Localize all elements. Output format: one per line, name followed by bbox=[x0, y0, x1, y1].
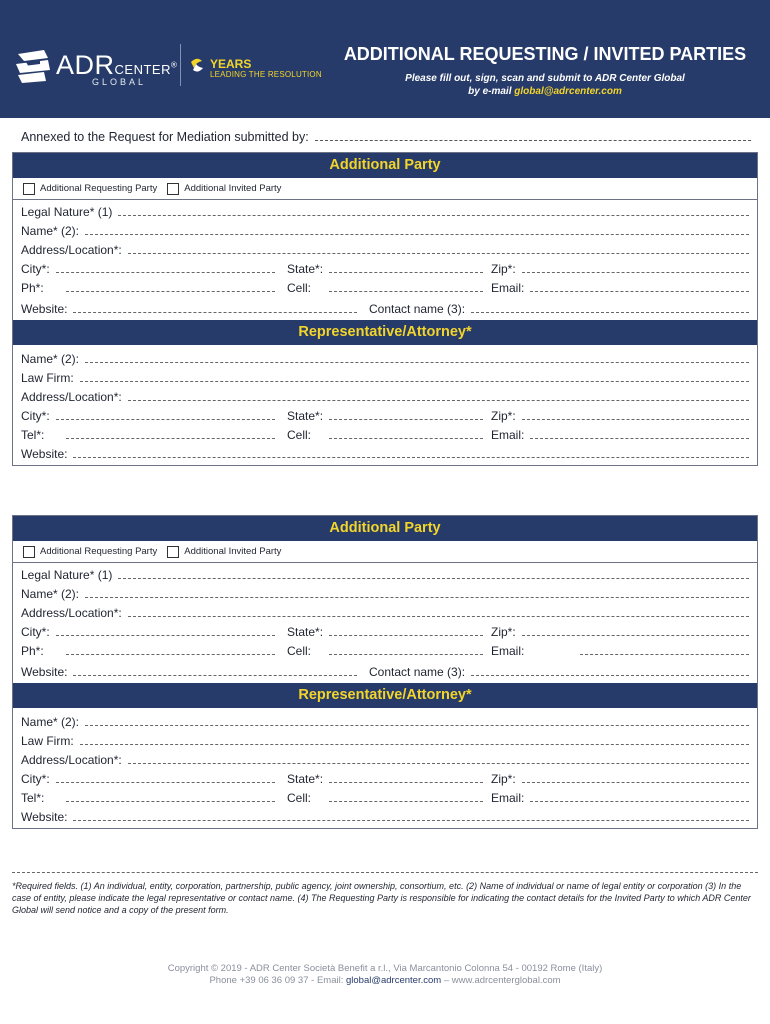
city-input[interactable] bbox=[56, 265, 275, 273]
field-label: Website: bbox=[21, 665, 68, 679]
page-header bbox=[0, 0, 770, 118]
field-label: State*: bbox=[287, 409, 324, 423]
field-label: Zip*: bbox=[491, 772, 516, 786]
field-label: Name* (2): bbox=[21, 352, 80, 366]
logo-divider bbox=[180, 44, 181, 86]
field-label: Cell: bbox=[287, 281, 312, 295]
representative-fields bbox=[13, 345, 757, 465]
representative-title: Representative/Attorney* bbox=[13, 320, 757, 345]
field-label: Legal Nature* (1) bbox=[21, 568, 113, 582]
field-label: Law Firm: bbox=[21, 371, 74, 385]
rep-law-firm-input[interactable] bbox=[80, 737, 749, 745]
field-label: Zip*: bbox=[491, 625, 516, 639]
state-input[interactable] bbox=[329, 628, 483, 636]
rep-city-input[interactable] bbox=[56, 412, 275, 420]
years-tagline: LEADING THE RESOLUTION bbox=[210, 70, 322, 79]
rep-address-input[interactable] bbox=[128, 393, 749, 401]
address-row bbox=[21, 238, 749, 257]
checkbox-icon[interactable] bbox=[167, 546, 179, 558]
field-label: Email: bbox=[491, 281, 525, 295]
rep-tel-input[interactable] bbox=[66, 431, 275, 439]
rep-cell-input[interactable] bbox=[329, 794, 483, 802]
rep-state-input[interactable] bbox=[329, 412, 483, 420]
legal-nature-row bbox=[21, 200, 749, 219]
copyright-line-1: Copyright © 2019 - ADR Center Società Benefit a r.l., Via Marcantonio Colonna 54 - 00192 Rome (Italy) bbox=[167, 963, 603, 974]
field-label: Cell: bbox=[287, 791, 312, 805]
contact-name-input[interactable] bbox=[471, 305, 749, 313]
copyright-email-link[interactable]: global@adrcenter.com bbox=[345, 975, 442, 986]
rep-name-row bbox=[21, 347, 749, 366]
rep-address-row bbox=[21, 748, 749, 767]
rep-cell-input[interactable] bbox=[329, 431, 483, 439]
field-label: Address/Location*: bbox=[21, 606, 122, 620]
address-input[interactable] bbox=[128, 609, 749, 617]
page-subtitle bbox=[320, 72, 770, 98]
email-input[interactable] bbox=[530, 284, 749, 292]
city-state-zip-row bbox=[21, 257, 749, 276]
rep-email-input[interactable] bbox=[530, 431, 749, 439]
phone-cell-email-row bbox=[21, 276, 749, 295]
rep-law-firm-row bbox=[21, 366, 749, 385]
rep-zip-input[interactable] bbox=[522, 775, 749, 783]
annex-label: Annexed to the Request for Mediation submitted by: bbox=[21, 130, 309, 144]
field-label: Email: bbox=[491, 644, 525, 658]
field-label: Cell: bbox=[287, 428, 312, 442]
subtitle-line-1: Please fill out, sign, scan and submit to ADR Center Global bbox=[405, 73, 685, 84]
website-contact-row bbox=[21, 295, 749, 316]
field-label: Address/Location*: bbox=[21, 243, 122, 257]
logo-center: CENTER bbox=[114, 62, 171, 77]
rep-tel-cell-email-row bbox=[21, 786, 749, 805]
zip-input[interactable] bbox=[522, 628, 749, 636]
checkbox-icon[interactable] bbox=[167, 183, 179, 195]
annex-input[interactable] bbox=[315, 131, 751, 141]
rep-state-input[interactable] bbox=[329, 775, 483, 783]
logo-adr: ADR bbox=[56, 50, 115, 80]
zip-input[interactable] bbox=[522, 265, 749, 273]
rep-city-state-zip-row bbox=[21, 404, 749, 423]
logo-global: GLOBAL bbox=[92, 77, 147, 87]
copyright-phone: Phone +39 06 36 09 37 - Email: bbox=[209, 975, 346, 986]
website-input[interactable] bbox=[73, 305, 357, 313]
rep-name-input[interactable] bbox=[85, 355, 749, 363]
representative-fields bbox=[13, 708, 757, 828]
party-type-checks bbox=[13, 178, 757, 200]
field-label: City*: bbox=[21, 772, 50, 786]
field-label: State*: bbox=[287, 772, 324, 786]
adr-logo-icon bbox=[14, 48, 52, 84]
footer-divider bbox=[12, 872, 758, 873]
rep-law-firm-row bbox=[21, 729, 749, 748]
field-label: Zip*: bbox=[491, 262, 516, 276]
city-state-zip-row bbox=[21, 620, 749, 639]
rep-zip-input[interactable] bbox=[522, 412, 749, 420]
legal-nature-input[interactable] bbox=[118, 208, 749, 216]
field-label: Zip*: bbox=[491, 409, 516, 423]
name-row bbox=[21, 582, 749, 601]
field-label: Tel*: bbox=[21, 791, 45, 805]
field-label: City*: bbox=[21, 625, 50, 639]
party-type-checks bbox=[13, 541, 757, 563]
rep-tel-cell-email-row bbox=[21, 423, 749, 442]
subtitle-line-2 bbox=[320, 85, 770, 98]
field-label: Ph*: bbox=[21, 281, 44, 295]
field-label: Email: bbox=[491, 791, 525, 805]
footnote: *Required fields. (1) An individual, entity, corporation, partnership, public agency, joint ownership, consortium, etc. (2) Name of individual or name of legal entity or corporation (3) In the case of entity, please indicate the legal representative or contact name. (4) The Requesting Party is responsible for indicating the contact details for the Invited Party to which ADR Center Global will send notice and a copy of the present form. bbox=[12, 881, 751, 915]
years-badge-icon bbox=[188, 56, 206, 74]
field-label: City*: bbox=[21, 409, 50, 423]
check-requesting-party[interactable] bbox=[23, 546, 157, 558]
check-requesting-party[interactable] bbox=[23, 183, 157, 195]
party-title: Additional Party bbox=[13, 516, 757, 541]
rep-tel-input[interactable] bbox=[66, 794, 275, 802]
rep-city-state-zip-row bbox=[21, 767, 749, 786]
header-email-link[interactable]: global@adrcenter.com bbox=[514, 86, 622, 97]
copyright-line-2 bbox=[0, 975, 770, 987]
annex-line bbox=[21, 130, 751, 144]
field-label: State*: bbox=[287, 625, 324, 639]
check-label: Additional Requesting Party bbox=[40, 183, 158, 194]
rep-website-row bbox=[21, 442, 749, 461]
field-label: Email: bbox=[491, 428, 525, 442]
field-label: City*: bbox=[21, 262, 50, 276]
field-label: Website: bbox=[21, 302, 68, 316]
check-invited-party[interactable] bbox=[167, 183, 281, 195]
logo-registered: ® bbox=[170, 60, 177, 70]
check-label: Additional Requesting Party bbox=[40, 546, 158, 557]
field-label: Name* (2): bbox=[21, 224, 80, 238]
field-label: Contact name (3): bbox=[369, 665, 466, 679]
field-label: Cell: bbox=[287, 644, 312, 658]
rep-email-input[interactable] bbox=[530, 794, 749, 802]
check-label: Additional Invited Party bbox=[184, 183, 282, 194]
rep-name-input[interactable] bbox=[85, 718, 749, 726]
copyright-website[interactable]: – www.adrcenterglobal.com bbox=[441, 975, 561, 986]
party-fields bbox=[13, 200, 757, 316]
field-label: State*: bbox=[287, 262, 324, 276]
party-block-2 bbox=[12, 515, 758, 829]
rep-website-input[interactable] bbox=[73, 813, 749, 821]
address-input[interactable] bbox=[128, 246, 749, 254]
phone-cell-email-row bbox=[21, 639, 749, 658]
legal-nature-row bbox=[21, 563, 749, 582]
cell-input[interactable] bbox=[329, 647, 483, 655]
email-input[interactable] bbox=[580, 647, 749, 655]
rep-name-row bbox=[21, 710, 749, 729]
field-label: Law Firm: bbox=[21, 734, 74, 748]
contact-name-input[interactable] bbox=[471, 668, 749, 676]
rep-address-row bbox=[21, 385, 749, 404]
state-input[interactable] bbox=[329, 265, 483, 273]
rep-city-input[interactable] bbox=[56, 775, 275, 783]
field-label: Address/Location*: bbox=[21, 390, 122, 404]
field-label: Website: bbox=[21, 810, 68, 824]
field-label: Address/Location*: bbox=[21, 753, 122, 767]
field-label: Contact name (3): bbox=[369, 302, 466, 316]
website-input[interactable] bbox=[73, 668, 357, 676]
field-label: Website: bbox=[21, 447, 68, 461]
phone-input[interactable] bbox=[66, 284, 275, 292]
checkbox-icon[interactable] bbox=[23, 183, 35, 195]
check-invited-party[interactable] bbox=[167, 546, 281, 558]
name-input[interactable] bbox=[85, 590, 749, 598]
check-label: Additional Invited Party bbox=[184, 546, 282, 557]
name-input[interactable] bbox=[85, 227, 749, 235]
field-label: Name* (2): bbox=[21, 715, 80, 729]
city-input[interactable] bbox=[56, 628, 275, 636]
rep-address-input[interactable] bbox=[128, 756, 749, 764]
website-contact-row bbox=[21, 658, 749, 679]
field-label: Tel*: bbox=[21, 428, 45, 442]
field-label: Ph*: bbox=[21, 644, 44, 658]
checkbox-icon[interactable] bbox=[23, 546, 35, 558]
party-fields bbox=[13, 563, 757, 679]
cell-input[interactable] bbox=[329, 284, 483, 292]
subtitle-prefix: by e-mail bbox=[468, 86, 515, 97]
years-label: YEARS bbox=[210, 57, 252, 71]
logo-wordmark bbox=[56, 50, 177, 87]
legal-nature-input[interactable] bbox=[118, 571, 749, 579]
field-label: Legal Nature* (1) bbox=[21, 205, 113, 219]
rep-law-firm-input[interactable] bbox=[80, 374, 749, 382]
address-row bbox=[21, 601, 749, 620]
party-block-1 bbox=[12, 152, 758, 466]
name-row bbox=[21, 219, 749, 238]
copyright bbox=[0, 963, 770, 987]
field-label: Name* (2): bbox=[21, 587, 80, 601]
representative-title: Representative/Attorney* bbox=[13, 683, 757, 708]
rep-website-row bbox=[21, 805, 749, 824]
party-title: Additional Party bbox=[13, 153, 757, 178]
phone-input[interactable] bbox=[66, 647, 275, 655]
page-title: ADDITIONAL REQUESTING / INVITED PARTIES bbox=[343, 44, 747, 64]
rep-website-input[interactable] bbox=[73, 450, 749, 458]
